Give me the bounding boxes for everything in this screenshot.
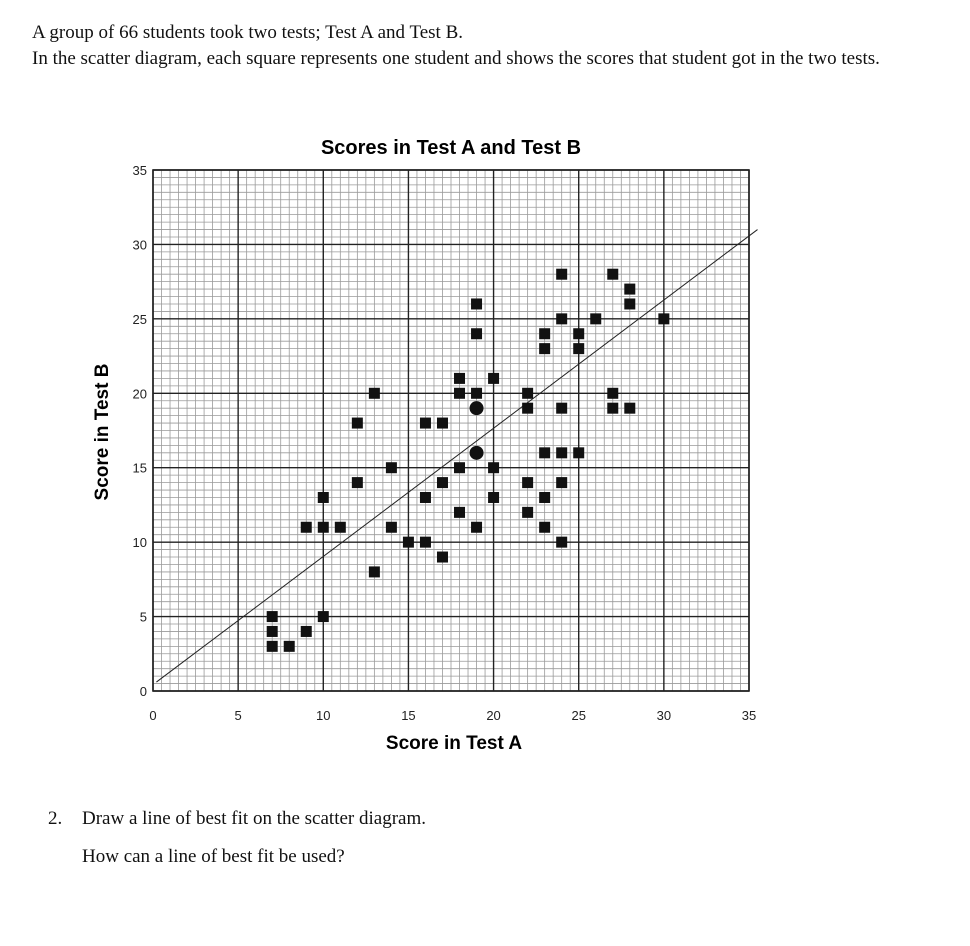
student-square: [420, 418, 431, 429]
student-square: [573, 328, 584, 339]
question-number: 2.: [48, 808, 63, 829]
student-square: [539, 447, 550, 458]
student-square: [556, 477, 567, 488]
x-tick-label: 35: [741, 708, 757, 723]
student-square: [454, 388, 465, 399]
student-square: [352, 477, 363, 488]
student-square: [437, 418, 448, 429]
student-square: [403, 537, 414, 548]
x-tick-label: 15: [401, 708, 416, 723]
student-square: [369, 566, 380, 577]
student-square: [556, 537, 567, 548]
student-square: [301, 626, 312, 637]
student-square: [352, 418, 363, 429]
student-square: [624, 403, 635, 414]
student-square: [318, 611, 329, 622]
x-tick-label: 10: [316, 708, 331, 723]
y-tick-label: 30: [132, 237, 147, 253]
student-square: [539, 522, 550, 533]
student-square: [624, 298, 635, 309]
chart-grid: [153, 170, 749, 691]
student-square: [386, 462, 397, 473]
student-square: [607, 388, 618, 399]
y-axis-label: Score in Test B: [92, 363, 113, 501]
student-square: [454, 507, 465, 518]
x-tick-label: 30: [656, 708, 672, 723]
drawn-circle: [470, 446, 484, 460]
y-tick-label: 35: [132, 163, 147, 178]
student-square: [522, 388, 533, 399]
question-text: Draw a line of best fit on the scatter diagram.: [82, 808, 426, 829]
student-square: [539, 343, 550, 354]
student-square: [471, 522, 482, 533]
x-axis-label: Score in Test A: [385, 733, 523, 754]
student-square: [556, 269, 567, 280]
student-square: [301, 522, 312, 533]
student-square: [658, 313, 669, 324]
student-square: [267, 641, 278, 652]
student-square: [318, 492, 329, 503]
student-square: [607, 269, 618, 280]
y-tick-label: 0: [139, 684, 147, 699]
student-square: [454, 373, 465, 384]
student-square: [539, 492, 550, 503]
y-tick-label: 25: [132, 311, 147, 327]
student-square: [437, 477, 448, 488]
x-tick-label: 20: [486, 708, 501, 723]
student-square: [471, 328, 482, 339]
y-tick-label: 5: [139, 609, 147, 625]
student-square: [420, 492, 431, 503]
student-square: [471, 298, 482, 309]
question-subtext: How can a line of best fit be used?: [82, 846, 345, 867]
x-tick-label: 0: [149, 708, 157, 723]
intro-line-2: In the scatter diagram, each square represents one student and shows the scores that student got in the two tests.: [32, 48, 880, 69]
student-square: [284, 641, 295, 652]
student-square: [556, 313, 567, 324]
student-square: [318, 522, 329, 533]
student-square: [556, 447, 567, 458]
student-square: [488, 492, 499, 503]
student-square: [522, 507, 533, 518]
y-tick-label: 10: [132, 535, 147, 551]
y-tick-label: 20: [132, 386, 147, 402]
student-square: [267, 611, 278, 622]
student-square: [573, 447, 584, 458]
x-tick-label: 25: [571, 708, 586, 723]
student-square: [607, 403, 618, 414]
student-square: [488, 373, 499, 384]
y-tick-label: 15: [132, 460, 147, 476]
intro-line-1: A group of 66 students took two tests; Test A and Test B.: [32, 22, 464, 43]
chart-title: Scores in Test A and Test B: [320, 137, 582, 159]
student-square: [335, 522, 346, 533]
student-square: [556, 403, 567, 414]
student-square: [437, 552, 448, 563]
student-square: [522, 403, 533, 414]
student-square: [471, 388, 482, 399]
student-square: [386, 522, 397, 533]
student-square: [454, 462, 465, 473]
drawn-circle: [470, 401, 484, 415]
student-square: [573, 343, 584, 354]
student-square: [624, 284, 635, 295]
x-tick-label: 5: [234, 708, 242, 723]
student-square: [539, 328, 550, 339]
student-square: [420, 537, 431, 548]
student-square: [590, 313, 601, 324]
student-square: [267, 626, 278, 637]
student-square: [522, 477, 533, 488]
student-square: [369, 388, 380, 399]
student-square: [488, 462, 499, 473]
